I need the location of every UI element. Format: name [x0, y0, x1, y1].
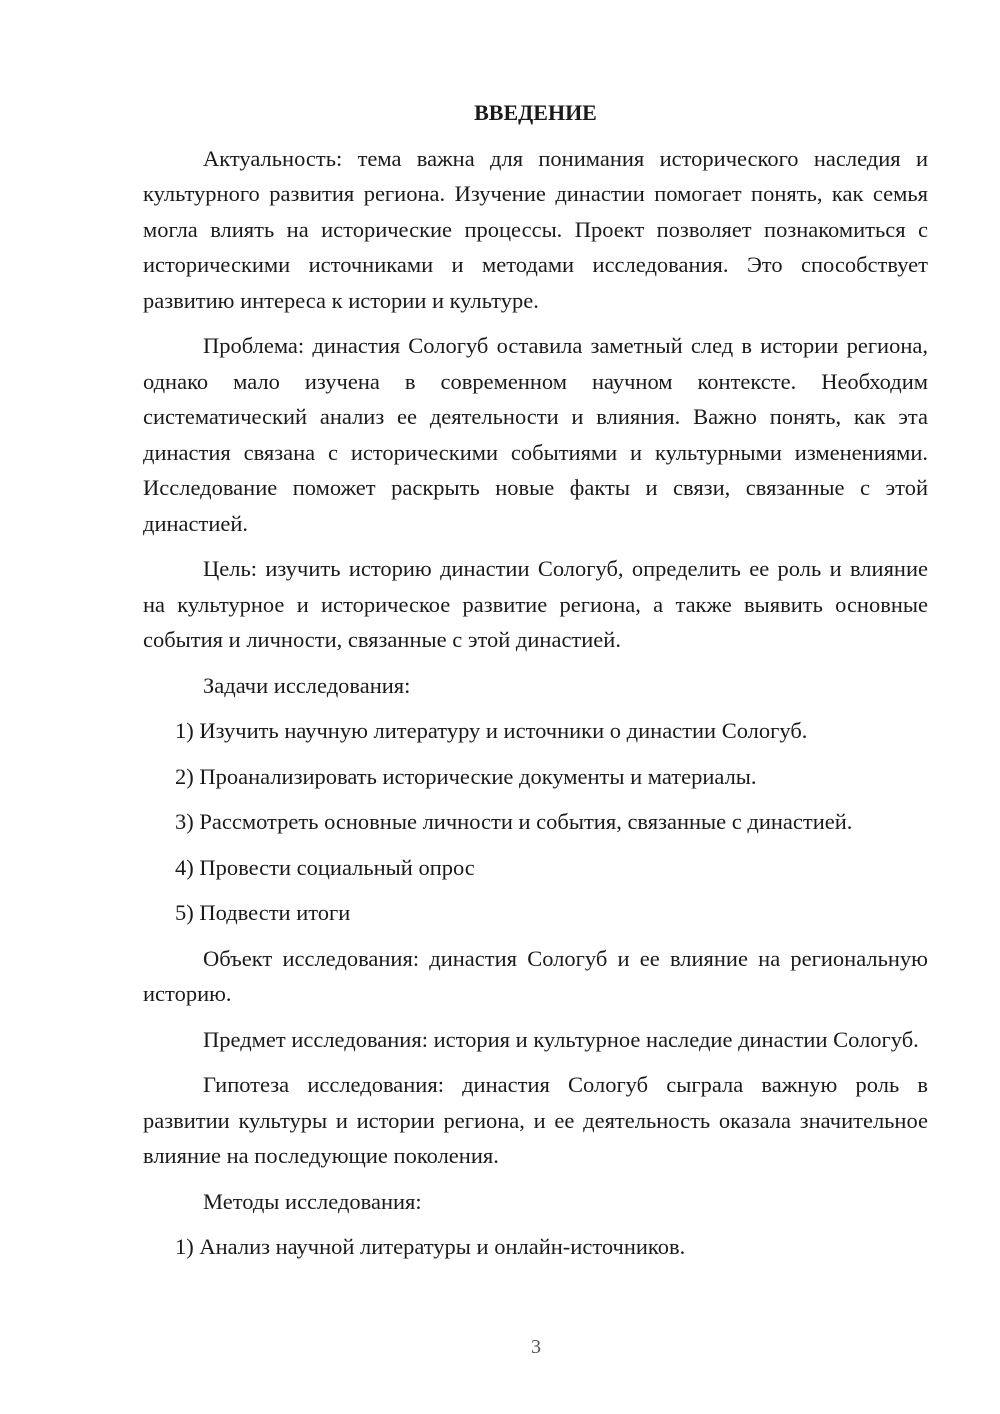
page-number: 3: [531, 1336, 541, 1358]
task-item: 1) Изучить научную литературу и источники о династии Сологуб.: [175, 718, 808, 743]
task-item: 5) Подвести итоги: [175, 900, 351, 925]
problem-paragraph: Проблема: династия Сологуб оставила заметный след в истории региона, однако мало изучена в современном научном контексте. Необходим систематический анализ ее деятельности и влияния. Важно понять, как эта династия связана с историческими событиями и культурными изменениями. Исследование поможет раскрыть новые факты и связи, связанные с этой династией.: [143, 333, 928, 536]
task-item: 4) Провести социальный опрос: [175, 854, 475, 880]
section-heading: ВВЕДЕНИЕ: [474, 100, 597, 125]
goal-paragraph: Цель: изучить историю династии Сологуб, определить ее роль и влияние на культурное и историческое развитие региона, а также выявить основные события и личности, связанные с этой династией.: [143, 556, 928, 652]
tasks-title: Задачи исследования:: [203, 672, 411, 698]
method-item: 1) Анализ научной литературы и онлайн-источников.: [175, 1234, 686, 1259]
methods-title: Методы исследования:: [203, 1188, 422, 1214]
object-paragraph: Объект исследования: династия Сологуб и ее влияние на региональную историю.: [143, 945, 928, 1006]
hypothesis-paragraph: Гипотеза исследования: династия Сологуб сыграла важную роль в развитии культуры и истории региона, и ее деятельность оказала значительное влияние на последующие поколения.: [143, 1072, 928, 1168]
task-item: 3) Рассмотреть основные личности и события, связанные с династией.: [175, 809, 853, 834]
relevance-paragraph: Актуальность: тема важна для понимания исторического наследия и культурного развития региона. Изучение династии помогает понять, как семья могла влиять на исторические процессы. Проект позволяет познакомиться с историческими источниками и методами исследования. Это способствует развитию интереса к истории и культуре.: [143, 145, 928, 313]
document-page: [143, 95, 928, 1275]
task-item: 2) Проанализировать исторические документы и материалы.: [175, 763, 757, 789]
subject-paragraph: Предмет исследования: история и культурное наследие династии Сологуб.: [203, 1026, 919, 1052]
